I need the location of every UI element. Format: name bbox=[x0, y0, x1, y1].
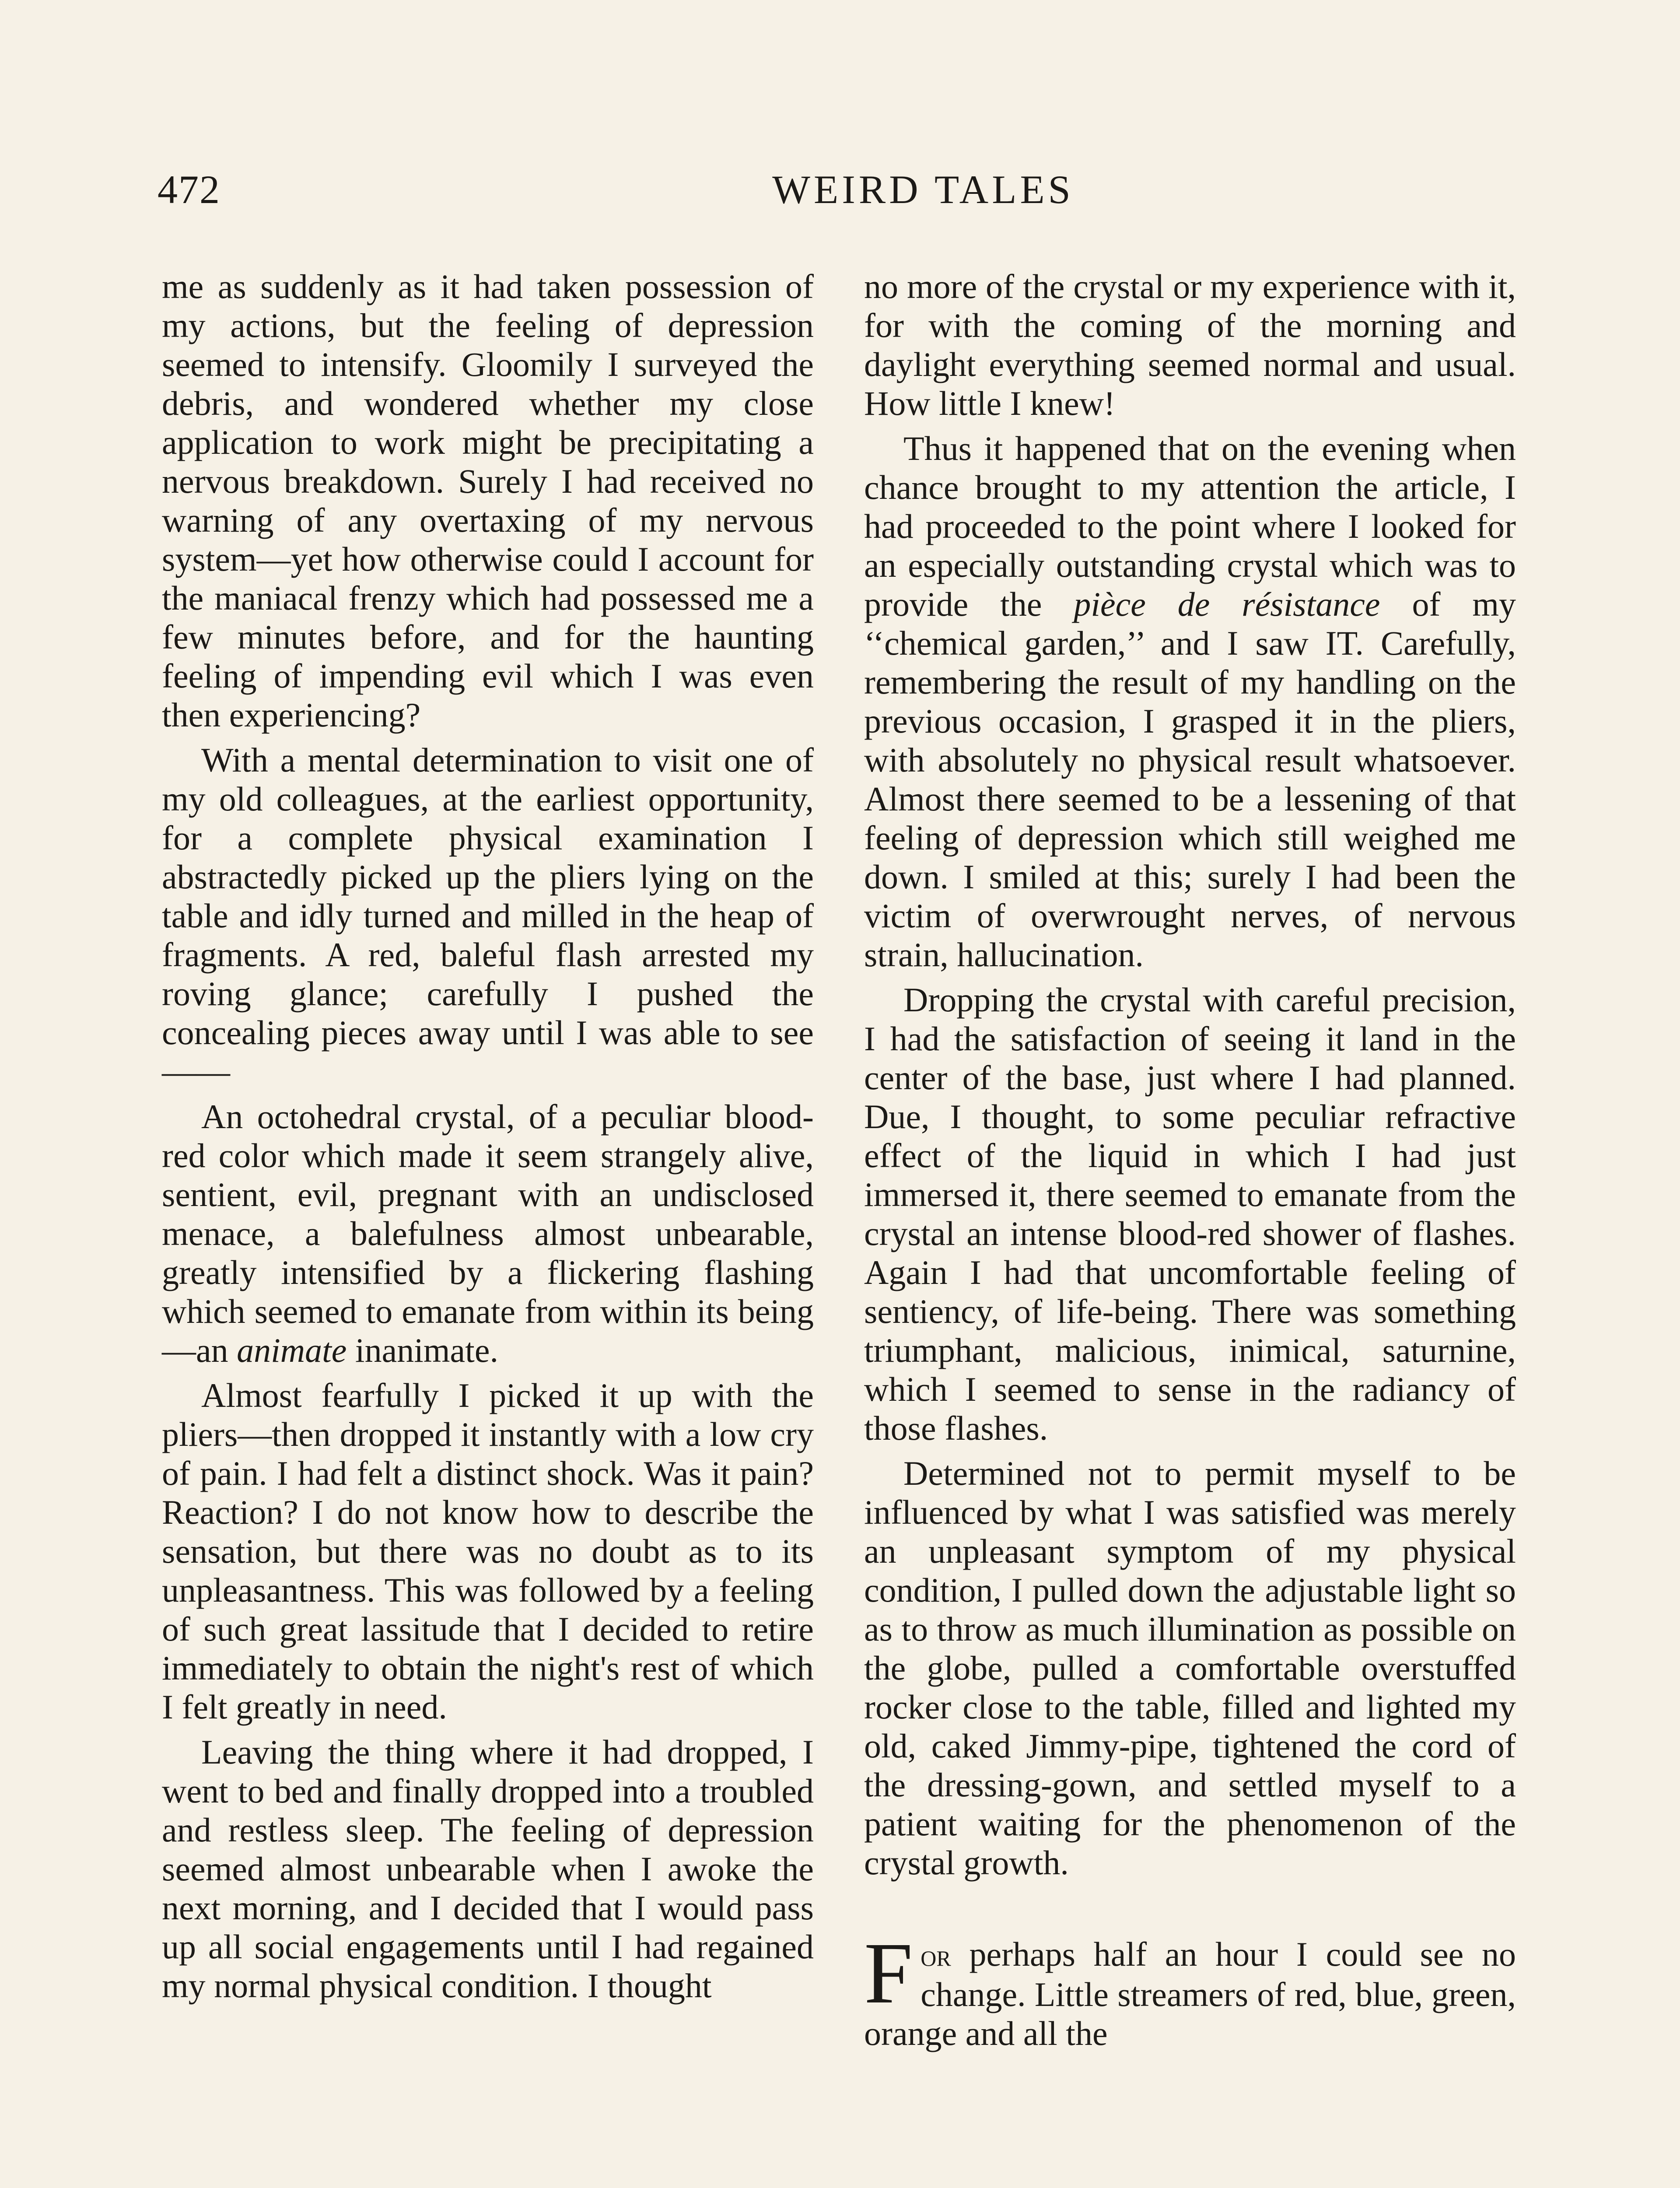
paragraph: Determined not to permit myself to be influenced by what I was satisfied was merely an unpleasant symptom of my physical condition, I pulled down the adjustable light so as to throw as much illumination as possible on the globe, pulled a comfortable overstuffed rocker close to the table, filled and lighted my old, caked Jimmy-pipe, tightened the cord of the dressing-gown, and settled myself to a patient waiting for the phenomenon of the crystal growth. bbox=[864, 1454, 1516, 1882]
text-run: inanimate. bbox=[346, 1331, 498, 1369]
text-run: An octohedral crystal, of a peculiar blood-red color which made it seem strangely alive, sentient, evil, pregnant with an undisclosed menace, a balefulness almost unbearable, greatly intensified by a flickering flashing which seemed to emanate from within its being—an bbox=[162, 1098, 814, 1369]
section-opening-paragraph bbox=[864, 1925, 1516, 2053]
italic-phrase: pièce de résistance bbox=[1074, 585, 1380, 623]
page-number: 472 bbox=[158, 167, 220, 212]
paragraph bbox=[162, 1097, 814, 1370]
italic-word: animate bbox=[237, 1331, 347, 1369]
paragraph: no more of the crystal or my experience with it, for with the coming of the morning and daylight everything seemed normal and usual. How little I knew! bbox=[864, 267, 1516, 422]
paragraph: Leaving the thing where it had dropped, I went to bed and finally dropped into a troubled and restless sleep. The feeling of depression seemed almost unbearable when I awoke the next morning, and I decided that I would pass up all social engagements until I had regained my normal physical condition. I thought bbox=[162, 1733, 814, 2005]
right-column bbox=[864, 267, 1516, 2059]
paragraph: me as suddenly as it had taken possession of my actions, but the feeling of depression seemed to intensify. Gloomily I surveyed the debris, and wondered whether my close application to work might be precipitating a nervous breakdown. Surely I had received no warning of any overtaxing of my nervous system—yet how otherwise could I account for the maniacal frenzy which had possessed me a few minutes before, and for the haunting feeling of impending evil which I was even then experiencing? bbox=[162, 267, 814, 734]
drop-cap: F bbox=[864, 1925, 913, 2022]
page-header bbox=[0, 166, 1680, 219]
paragraph: Almost fearfully I picked it up with the pliers—then dropped it instantly with a low cry of pain. I had felt a distinct shock. Was it pain? Reaction? I do not know how to describe the sensation, but there was no doubt as to its unpleasantness. This was followed by a feeling of such great lassitude that I decided to retire immediately to obtain the night's rest of which I felt greatly in need. bbox=[162, 1376, 814, 1726]
text-run: perhaps half an hour I could see no change. Little streamers of red, blue, green, orange and all the bbox=[864, 1935, 1516, 2052]
text-run: of my ‘‘chemical garden,’’ and I saw IT. Carefully, remembering the result of my handling on the previous occasion, I grasped it in the pliers, with absolutely no physical result whatsoever. Almost there seemed to be a lessening of that feeling of depression which still weighed me down. I smiled at this; surely I had been the victim of overwrought nerves, of nervous strain, hallucination. bbox=[864, 585, 1516, 974]
text-run: Thus it happened that on the evening when chance brought to my attention the article, I had proceeded to the point where I looked for an especially outstanding crystal which was to provide the bbox=[864, 429, 1516, 623]
paragraph: With a mental determination to visit one of my old colleagues, at the earliest opportunity, for a complete physical examination I abstractedly picked up the pliers lying on the table and idly turned and milled in the heap of fragments. A red, baleful flash arrested my roving glance; carefully I pushed the concealing pieces away until I was able to see—— bbox=[162, 741, 814, 1090]
left-column bbox=[162, 267, 814, 2011]
paragraph: Dropping the crystal with careful precision, I had the satisfaction of seeing it land in the center of the base, just where I had planned. Due, I thought, to some peculiar refractive effect of the liquid in which I had just immersed it, there seemed to emanate from the crystal an intense blood-red shower of flashes. Again I had that uncomfortable feeling of sentiency, of life-being. There was something triumphant, malicious, inimical, saturnine, which I seemed to sense in the radiancy of those flashes. bbox=[864, 981, 1516, 1447]
small-caps-run: or bbox=[920, 1938, 951, 1973]
paragraph bbox=[864, 429, 1516, 974]
running-title: WEIRD TALES bbox=[772, 167, 1074, 212]
